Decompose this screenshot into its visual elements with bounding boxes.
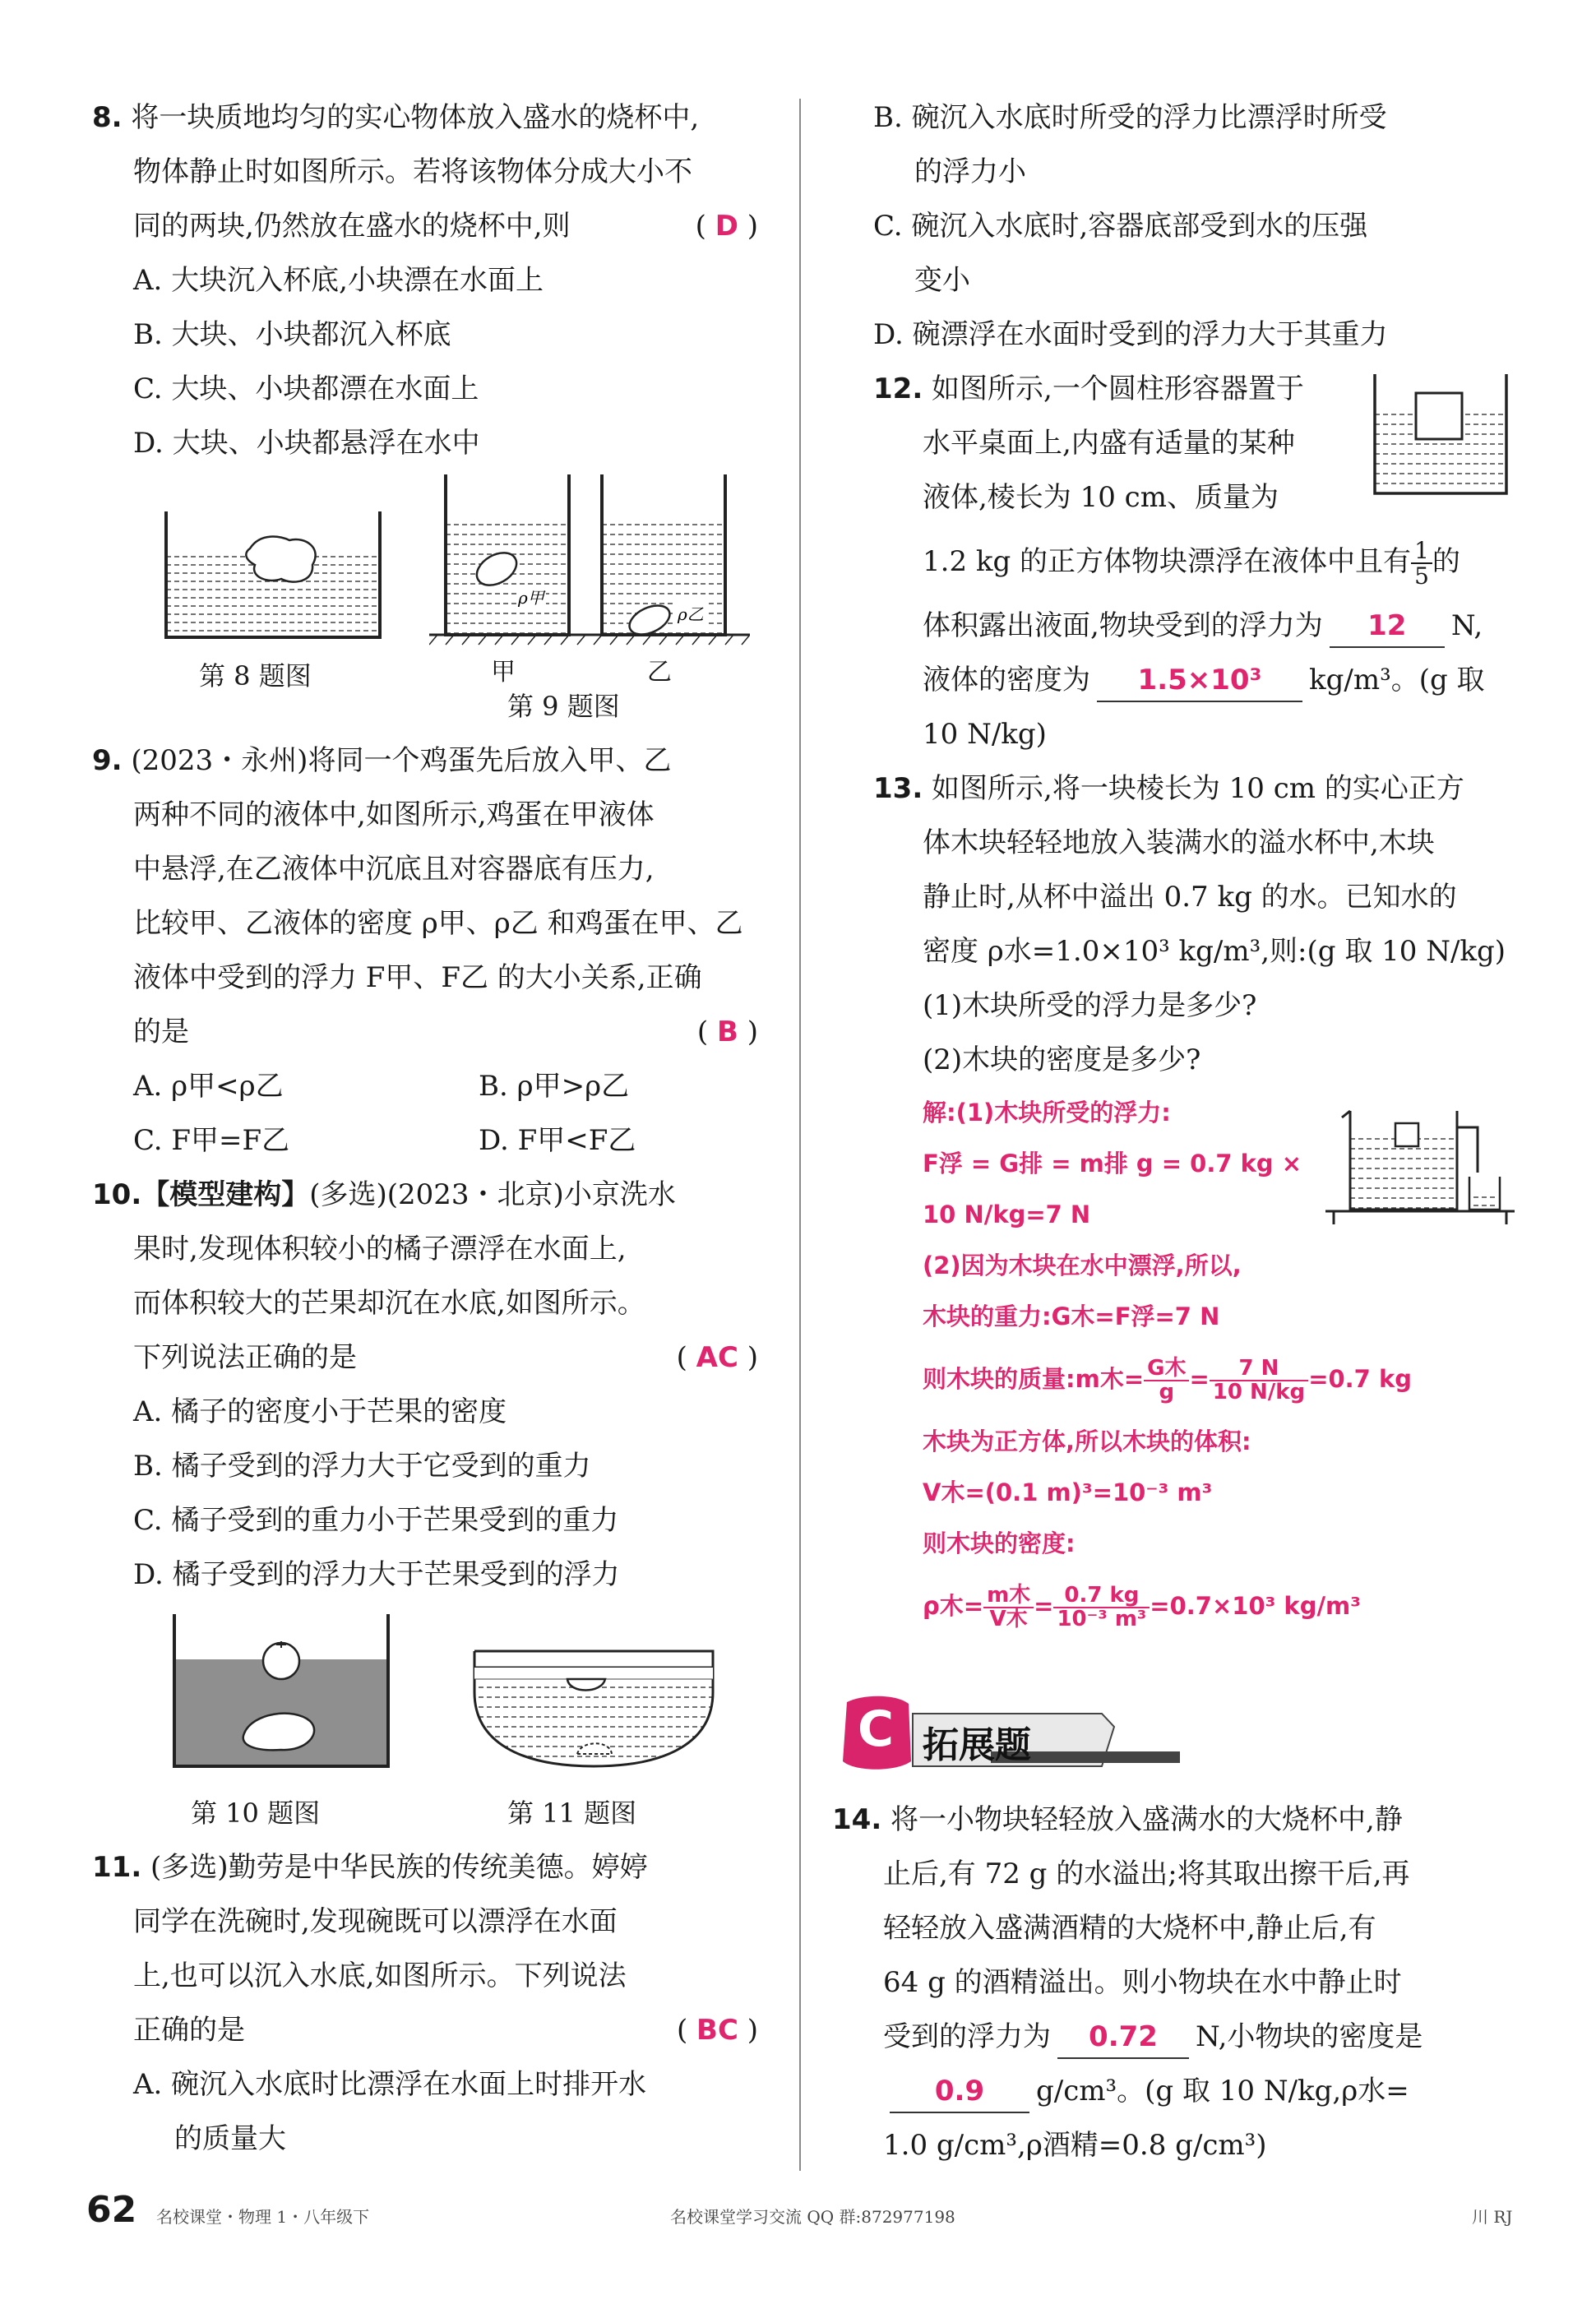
question-number: 8.: [92, 101, 123, 134]
option-a: A. ρ甲<ρ乙: [133, 1070, 284, 1103]
question-12: 12. 如图所示,一个圆柱形容器置于 水平桌面上,内盛有适量的某种 液体,棱长为 10 cm、质量为 1.2 kg 的正方体物块漂浮在液体中且有 $\frac{1}{5}$ 的 体积露出液面,物块受到的浮力为 12 N, 液体的密度为 1.5×10³ kg/m³。(g 取 10 N/kg): [873, 362, 1515, 761]
question-10: 10.【模型建构】(多选)(2023・北京)小京洗水 果时,发现体积较小的橘子漂浮在水面上, 而体积较大的芒果却沉在水底,如图所示。 下列说法正确的是 ( AC ) A. 橘子的密度小于芒果的密度 B. 橘子受到的浮力大于它受到的重力 C. 橘子受到的重力小于芒果受到的重力 D. 橘子受到的浮力大于芒果受到的浮力: [92, 1168, 775, 1602]
option-b: B. 大块、小块都沉入杯底: [133, 318, 451, 351]
question-9: 9. (2023・永州)将同一个鸡蛋先后放入甲、乙 两种不同的液体中,如图所示,鸡蛋在甲液体 中悬浮,在乙液体中沉底且对容器底有压力, 比较甲、乙液体的密度 ρ甲、ρ乙 和鸡蛋在甲、乙 液体中受到的浮力 F甲、F乙 的大小关系,正确 的是 ( B ) A. ρ甲<ρ乙 B. ρ甲>ρ乙 C. F甲=F乙 D. F甲<F乙: [92, 733, 775, 1168]
figure-8: [158, 503, 396, 643]
column-divider: [799, 99, 801, 2171]
option-c: C. 橘子受到的重力小于芒果受到的重力: [133, 1504, 619, 1537]
option-d: D. F甲<F乙: [479, 1124, 636, 1157]
question-13: 13. 如图所示,将一块棱长为 10 cm 的实心正方 体木块轻轻地放入装满水的溢水杯中,木块 静止时,从杯中溢出 0.7 kg 的水。已知水的 密度 ρ水=1.0×10³ kg/m³,则:(g 取 10 N/kg) (1)木块所受的浮力是多少? (2)木块的密度是多少? 解:(1)木块所受的浮力: F浮 = G排 = m排 g = 0.7 kg × 10 N/kg=7 N (2)因为木块在水中漂浮,所以, 木块的重力:G木=F浮=7 N 则木块的质量:m木= $\frac{\text{G木}}{g}$ = $\frac{7 N}{10 N/kg}$ =0.7 kg 木块为正方体,所以木块的体积: V木=(0.1 m)³=10⁻³ m³ 则木块的密度: ρ木= $\frac{\text{m木}}{\text{V木}}$ = $\frac{0.7 kg}{\text{10⁻³ m³}}$ =0.7×10³ kg/m³: [873, 761, 1515, 1643]
page-footer: [0, 2179, 1596, 2245]
question-13-solution: 解:(1)木块所受的浮力: F浮 = G排 = m排 g = 0.7 kg × 10 N/kg=7 N (2)因为木块在水中漂浮,所以, 木块的重力:G木=F浮=7 N 则木块的质量:m木= $\frac{\text{G木}}{g}$ = $\frac{7 N}{10 N/kg}$ =0.7 kg 木块为正方体,所以木块的体积: V木=(0.1 m)³=10⁻³ m³ 则木块的密度: ρ木= $\frac{\text{m木}}{\text{V木}}$ = $\frac{0.7 kg}{\text{10⁻³ m³}}$ =0.7×10³ kg/m³: [923, 1099, 1413, 1631]
question-14: 14. 将一小物块轻轻放入盛满水的大烧杯中,静 止后,有 72 g 的水溢出;将其取出擦干后,再 轻轻放入盛满酒精的大烧杯中,静止后,有 64 g 的酒精溢出。则小物块在水中静止时 受到的浮力为 0.72 N,小物块的密度是 0.9 g/cm³。(g 取 10 N/kg,ρ水= 1.0 g/cm³,ρ酒精=0.8 g/cm³): [832, 1803, 1423, 2162]
answer: B: [717, 1016, 738, 1048]
answer: AC: [696, 1341, 738, 1374]
model-tag: 【模型建构】: [141, 1178, 310, 1211]
figure-11: [462, 1643, 725, 1774]
question-number: 13.: [873, 772, 923, 805]
option-d: D. 橘子受到的浮力大于芒果受到的浮力: [133, 1558, 620, 1591]
footer-qq-group: 名校课堂学习交流 QQ 群:872977198: [670, 2207, 955, 2227]
option-d: D. 碗漂浮在水面时受到的浮力大于其重力: [873, 318, 1388, 351]
question-number: 12.: [873, 372, 923, 405]
question-number: 9.: [92, 744, 123, 777]
section-c-title: 拓展题: [923, 1724, 1031, 1766]
question-11: 11. (多选)勤劳是中华民族的传统美德。婷婷 同学在洗碗时,发现碗既可以漂浮在水面 上,也可以沉入水底,如图所示。下列说法 正确的是 ( BC ) A. 碗沉入水底时比漂浮在水面上时排开水 的质量大: [92, 1840, 775, 2166]
question-number: 14.: [832, 1803, 882, 1836]
answer-blank-1: 12: [1330, 605, 1445, 648]
question-number: 11.: [92, 1851, 142, 1884]
figure-9-yi-label: 乙: [647, 658, 672, 687]
question-number: 10.: [92, 1178, 142, 1211]
figure-9-jia-label: 甲: [491, 658, 516, 687]
rho-jia-label: ρ甲: [518, 588, 544, 608]
rho-yi-label: ρ乙: [678, 604, 704, 624]
option-a: A. 碗沉入水底时比漂浮在水面上时排开水: [133, 2068, 647, 2101]
figure-9: [429, 470, 750, 659]
answer-blank-2: 1.5×10³: [1097, 659, 1302, 702]
option-c: C. F甲=F乙: [133, 1124, 290, 1157]
option-b: B. 橘子受到的浮力大于它受到的重力: [133, 1450, 591, 1483]
question-8: 8. 将一块质地均匀的实心物体放入盛水的烧杯中, 物体静止时如图所示。若将该物体分成大小不 同的两块,仍然放在盛水的烧杯中,则 ( D ) A. 大块沉入杯底,小块漂在水面上 B. 大块、小块都沉入杯底 C. 大块、小块都漂在水面上 D. 大块、小块都悬浮在水中: [92, 90, 775, 470]
figure-11-caption: 第 11 题图: [507, 1797, 637, 1829]
option-b: B. 碗沉入水底时所受的浮力比漂浮时所受: [873, 101, 1387, 134]
page-number: 62: [86, 2189, 137, 2231]
option-a: A. 橘子的密度小于芒果的密度: [133, 1395, 507, 1428]
fraction-one-fifth: $\frac{1}{5}$: [1411, 539, 1432, 589]
figure-8-caption: 第 8 题图: [199, 660, 312, 692]
figure-10-caption: 第 10 题图: [191, 1797, 321, 1829]
right-column: B. 碗沉入水底时所受的浮力比漂浮时所受 的浮力小 C. 碗沉入水底时,容器底部受到水的压强 变小 D. 碗漂浮在水面时受到的浮力大于其重力 12. 如图所示,一个圆柱形容器置于 水平桌面上,内盛有适量的某种 液体,棱长为 10 cm、质量为 1.2 kg 的正方体物块漂浮在液体中且有 $\frac{1}{5}$ 的 体积露出液面,物块受到的浮力为 12 N, 液体的密度为 1.5×10³ kg/m³。(g 取 10 N/kg) 13. 如图所示,将一块棱长为 10 cm 的实心正方 体木块轻轻地放入装满水的溢水杯中,木块 静止时,从杯中溢出 0.7 kg 的水。已知水的 密度 ρ水=1.0×10³ kg/m³,则:(g 取 10 N/kg) (1)木块所受的浮力是多少? (2)木块的密度是多少? 解:(1)木块所受的浮力: F浮 = G排 = m排 g = 0.7 kg × 10 N/kg=7 N (2)因为木块在水中漂浮,所以, 木块的重力:G木=F浮=7 N 则木块的质量:m木= $\frac{\text{G木}}{g}$ = $\frac{7 N}{10 N/kg}$ =0.7 kg 木块为正方体,所以木块的体积: V木=(0.1 m)³=10⁻³ m³ 则木块的密度: ρ木= $\frac{\text{m木}}{\text{V木}}$ = $\frac{0.7 kg}{\text{10⁻³ m³}}$ =0.7×10³ kg/m³: [873, 90, 1515, 1643]
footer-edition: 川 RJ: [1472, 2207, 1513, 2227]
option-c: C. 大块、小块都漂在水面上: [133, 372, 479, 405]
option-b: B. ρ甲>ρ乙: [479, 1070, 630, 1103]
figure-9-caption: 第 9 题图: [507, 691, 620, 722]
section-c-letter: C: [858, 1700, 895, 1758]
left-column: [92, 90, 775, 2166]
footer-book-title: 名校课堂・物理 1・八年级下: [156, 2207, 370, 2227]
option-d: D. 大块、小块都悬浮在水中: [133, 427, 480, 460]
answer-blank-2: 0.9: [890, 2070, 1029, 2113]
answer-blank-1: 0.72: [1057, 2016, 1189, 2059]
option-a: A. 大块沉入杯底,小块漂在水面上: [133, 264, 544, 297]
section-c-header: [830, 1694, 1217, 1776]
answer: BC: [696, 2014, 738, 2047]
option-c: C. 碗沉入水底时,容器底部受到水的压强: [873, 210, 1368, 243]
answer: D: [715, 210, 738, 243]
figure-10: [166, 1610, 396, 1774]
